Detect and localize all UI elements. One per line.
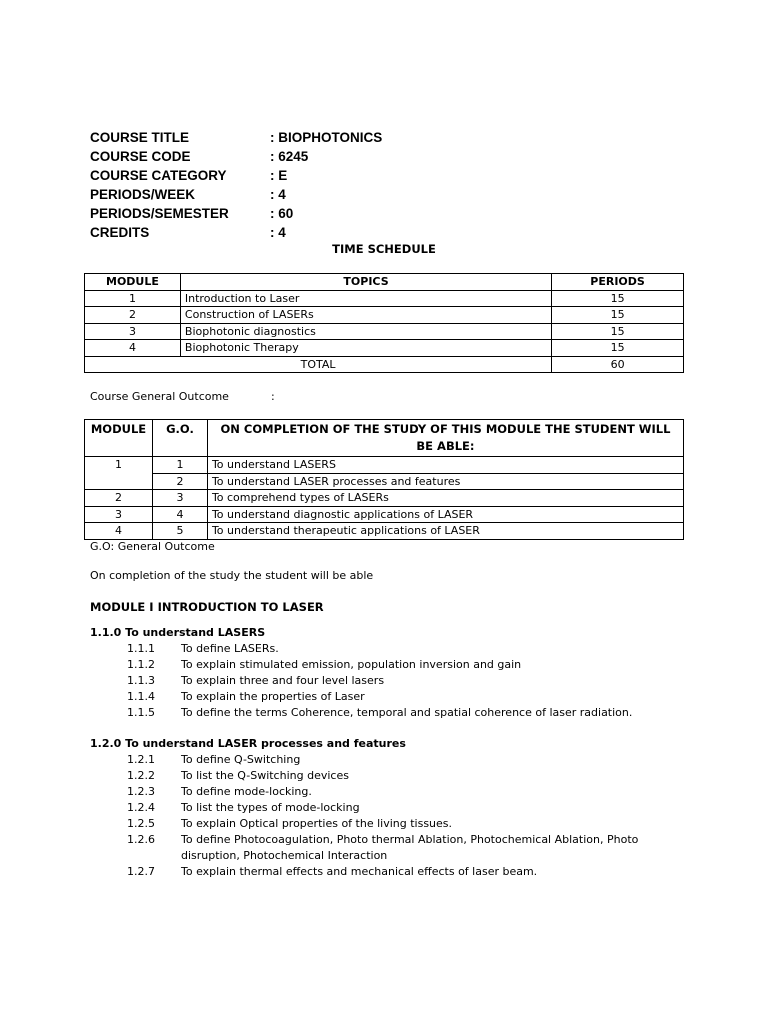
- objective-number: 1.2.4: [127, 801, 155, 814]
- go-cell: 5: [152, 523, 207, 540]
- outcome-cell: To understand diagnostic applications of LASER: [207, 506, 683, 523]
- objective-text: To explain thermal effects and mechanical effects of laser beam.: [181, 865, 538, 878]
- objective-number: 1.1.2: [127, 658, 155, 671]
- objective-text: To explain Optical properties of the living tissues.: [181, 817, 453, 830]
- table-row: [85, 340, 684, 357]
- periods-cell: 15: [552, 323, 684, 340]
- objective-text: To explain three and four level lasers: [181, 674, 385, 687]
- course-code-label: COURSE CODE: [90, 149, 191, 164]
- objective-text: To define Q-Switching: [181, 753, 301, 766]
- table-row: [85, 307, 684, 324]
- outcome-cell: To understand LASER processes and features: [207, 473, 683, 490]
- periods-cell: 15: [552, 290, 684, 307]
- objective-item: [90, 641, 641, 657]
- cgo-text: Course General Outcome: [90, 390, 229, 403]
- objective-text: To list the types of mode-locking: [181, 801, 360, 814]
- time-schedule-title-text: TIME SCHEDULE: [332, 242, 436, 256]
- objective-item: [90, 784, 641, 800]
- module-cell: 3: [85, 506, 153, 523]
- cgo-colon: :: [271, 390, 275, 403]
- periods-cell: 15: [552, 340, 684, 357]
- go-note: G.O: General Outcome: [90, 540, 215, 553]
- periods-cell: 15: [552, 307, 684, 324]
- objective-item: [90, 768, 641, 784]
- go-cell: 2: [152, 473, 207, 490]
- module-cell: 1: [85, 290, 181, 307]
- objective-number: 1.2.2: [127, 769, 155, 782]
- credits-label: CREDITS: [90, 225, 150, 240]
- module-cell: 2: [85, 490, 153, 507]
- section-heading: 1.1.0 To understand LASERS: [90, 626, 266, 639]
- course-info-row: [90, 223, 382, 242]
- course-title-value: : BIOPHOTONICS: [270, 130, 383, 145]
- course-title-label: COURSE TITLE: [90, 130, 190, 145]
- credits-value: : 4: [270, 225, 286, 240]
- time-schedule-title: [0, 242, 768, 256]
- periods-semester-label: PERIODS/SEMESTER: [90, 206, 229, 221]
- go-header: G.O.: [152, 420, 207, 457]
- objective-number: 1.1.1: [127, 642, 155, 655]
- table-row: [85, 506, 684, 523]
- total-value: 60: [552, 356, 684, 373]
- course-info: [90, 128, 382, 242]
- table-row: [85, 323, 684, 340]
- objective-item: [90, 657, 641, 673]
- module-cell: 4: [85, 340, 181, 357]
- module-cell: 2: [85, 307, 181, 324]
- time-schedule-table: [84, 273, 684, 373]
- objective-number: 1.1.5: [127, 706, 155, 719]
- objective-item: [90, 673, 641, 689]
- objective-text: To define LASERs.: [181, 642, 279, 655]
- periods-header: PERIODS: [552, 274, 684, 291]
- objective-text: To define Photocoagulation, Photo thermal Ablation, Photochemical Ablation, Photo disruption, Photochemical Interaction: [181, 833, 639, 862]
- table-row: [85, 473, 684, 490]
- module-title: MODULE I INTRODUCTION TO LASER: [90, 600, 324, 614]
- course-code-value: : 6245: [270, 149, 309, 164]
- objective-text: To explain stimulated emission, population inversion and gain: [181, 658, 522, 671]
- topic-cell: Biophotonic diagnostics: [180, 323, 551, 340]
- topic-cell: Construction of LASERs: [180, 307, 551, 324]
- objective-item: [90, 864, 641, 880]
- objective-number: 1.2.7: [127, 865, 155, 878]
- topic-cell: Biophotonic Therapy: [180, 340, 551, 357]
- objective-item: [90, 816, 641, 832]
- go-cell: 4: [152, 506, 207, 523]
- module-cell: 3: [85, 323, 181, 340]
- section-heading: 1.2.0 To understand LASER processes and features: [90, 737, 406, 750]
- outcome-cell: To understand therapeutic applications of LASER: [207, 523, 683, 540]
- periods-semester-value: : 60: [270, 206, 294, 221]
- total-row: [85, 356, 684, 373]
- course-info-row: [90, 147, 382, 166]
- table-header-row: [85, 274, 684, 291]
- total-label: TOTAL: [85, 356, 552, 373]
- objective-number: 1.2.5: [127, 817, 155, 830]
- section-1-1: [90, 625, 641, 721]
- course-info-row: [90, 128, 382, 147]
- periods-week-label: PERIODS/WEEK: [90, 187, 196, 202]
- objective-number: 1.1.3: [127, 674, 155, 687]
- course-general-outcome-label: [90, 390, 275, 403]
- objective-item: [90, 689, 641, 705]
- module-cell: 1: [85, 457, 153, 490]
- course-info-row: [90, 185, 382, 204]
- outcome-cell: To understand LASERS: [207, 457, 683, 474]
- objective-text: To list the Q-Switching devices: [181, 769, 349, 782]
- general-outcome-table: [84, 419, 684, 540]
- objective-number: 1.2.1: [127, 753, 155, 766]
- objective-number: 1.2.6: [127, 833, 155, 846]
- outcome-cell: To comprehend types of LASERs: [207, 490, 683, 507]
- objective-item: [90, 705, 641, 721]
- course-category-label: COURSE CATEGORY: [90, 168, 227, 183]
- objective-text: To explain the properties of Laser: [181, 690, 365, 703]
- go-cell: 1: [152, 457, 207, 474]
- table-row: [85, 457, 684, 474]
- go-cell: 3: [152, 490, 207, 507]
- table-row: [85, 490, 684, 507]
- objective-number: 1.1.4: [127, 690, 155, 703]
- completion-text: On completion of the study the student will be able: [90, 569, 374, 582]
- periods-week-value: : 4: [270, 187, 286, 202]
- objective-text: To define mode-locking.: [181, 785, 312, 798]
- objective-item: [90, 800, 641, 816]
- objective-text: To define the terms Coherence, temporal and spatial coherence of laser radiation.: [181, 706, 633, 719]
- table-row: [85, 290, 684, 307]
- table-row: [85, 523, 684, 540]
- module-cell: 4: [85, 523, 153, 540]
- objective-item: [90, 752, 641, 768]
- topics-header: TOPICS: [180, 274, 551, 291]
- course-info-row: [90, 166, 382, 185]
- table-header-row: [85, 420, 684, 457]
- course-info-row: [90, 204, 382, 223]
- module-header: MODULE: [85, 274, 181, 291]
- topic-cell: Introduction to Laser: [180, 290, 551, 307]
- objective-number: 1.2.3: [127, 785, 155, 798]
- statement-header: ON COMPLETION OF THE STUDY OF THIS MODULE THE STUDENT WILL BE ABLE:: [207, 420, 683, 457]
- module-header: MODULE: [85, 420, 153, 457]
- objective-item: [90, 832, 641, 864]
- course-category-value: : E: [270, 168, 288, 183]
- section-1-2: [90, 736, 641, 880]
